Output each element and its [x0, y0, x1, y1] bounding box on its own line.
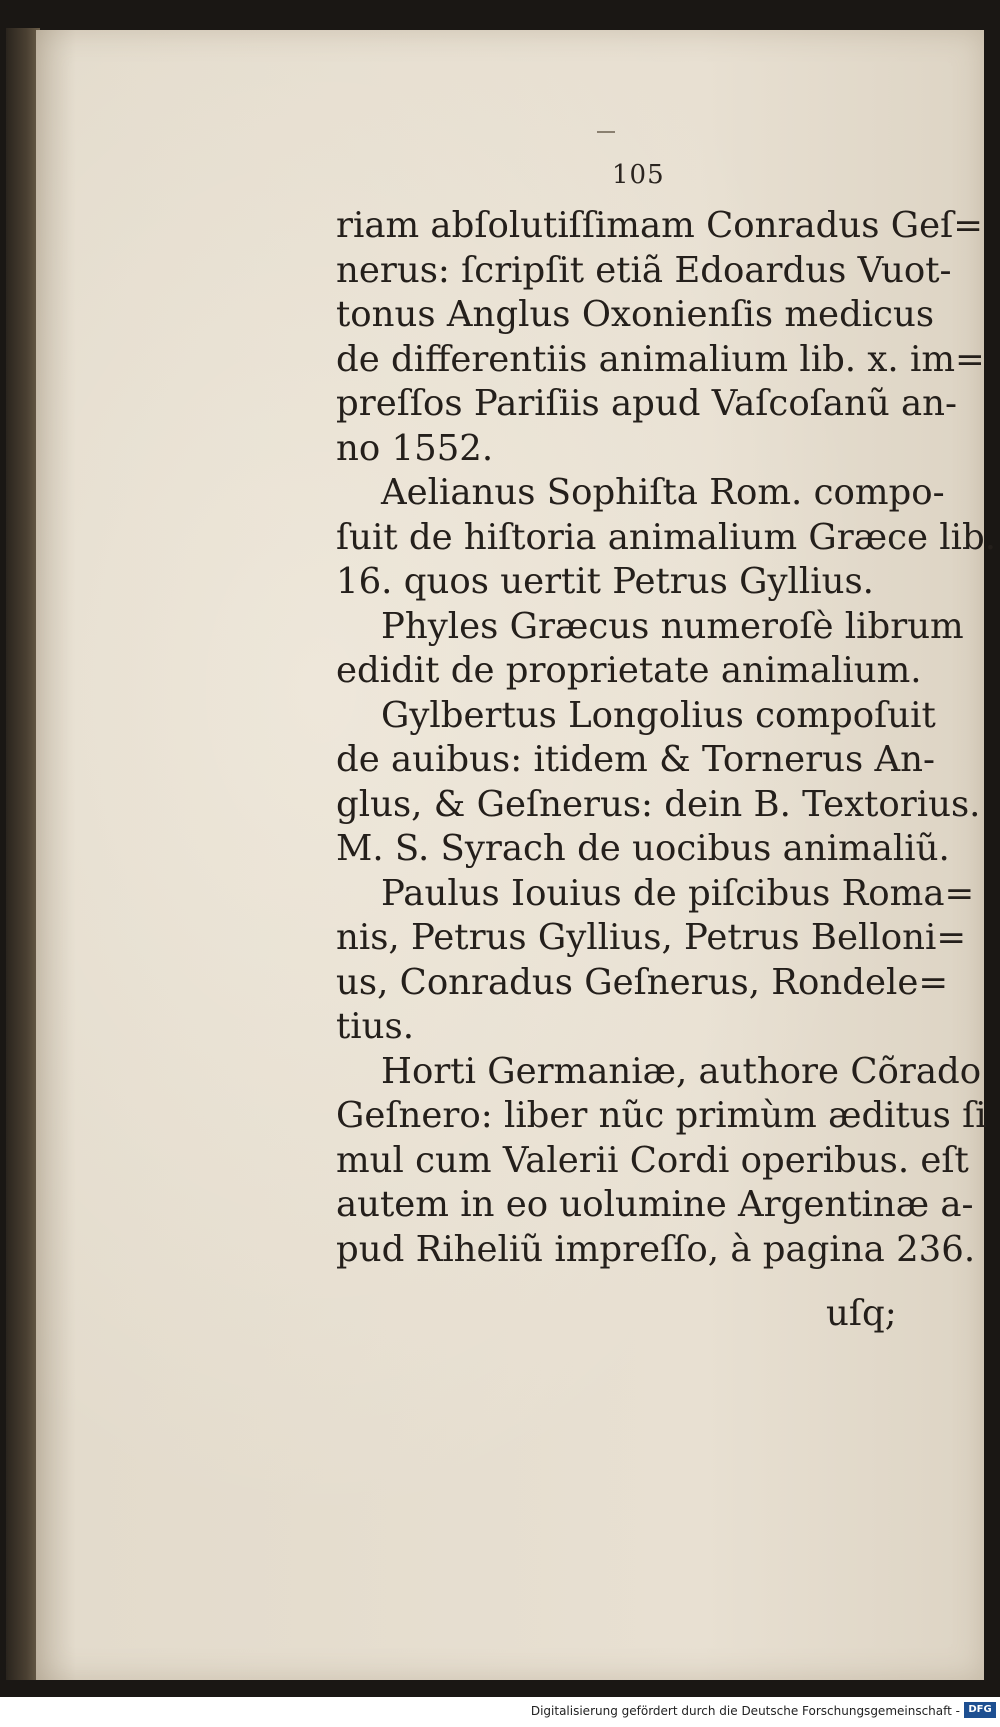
text-line: Paulus Iouius de piſcibus Roma=	[381, 872, 975, 914]
text-line: mul cum Valerii Cordi operibus. eſt	[336, 1139, 969, 1181]
text-line: Phyles Græcus numeroſè librum	[381, 605, 964, 647]
text-line: M. S. Syrach de uocibus animaliũ.	[336, 828, 950, 869]
text-line: Geſnero: liber nũc primùm æditus ſi	[336, 1095, 987, 1136]
text-line: glus, & Geſnerus: dein B. Textorius.	[336, 783, 981, 825]
text-line: no 1552.	[336, 427, 494, 469]
text-line: ſuit de hiſtoria animalium Græce lib.	[336, 516, 997, 558]
text-line: de auibus: itidem & Tornerus An-	[336, 739, 935, 780]
book-spine	[6, 28, 40, 1680]
text-line: autem in eo uolumine Argentinæ a-	[336, 1184, 974, 1225]
text-line: 16. quos uertit Petrus Gyllius.	[336, 561, 874, 602]
digitization-credit: Digitalisierung gefördert durch die Deutsche Forschungsgemeinschaft -	[530, 1704, 960, 1718]
text-line: riam abſolutiſſimam Conradus Geſ=	[336, 205, 983, 246]
text-line: pud Riheliũ impreſſo, à pagina 236.	[336, 1228, 976, 1270]
text-line: nerus: ſcripſit etiã Edoardus Vuot-	[336, 249, 952, 291]
text-line: preſſos Pariſiis apud Vaſcoſanũ an-	[336, 383, 958, 424]
page-number: 105	[612, 160, 665, 190]
text-line: edidit de proprietate animalium.	[336, 650, 922, 691]
dfg-logo[interactable]: DFG	[964, 1702, 996, 1718]
text-block	[336, 204, 997, 1272]
text-line: nis, Petrus Gyllius, Petrus Belloni=	[336, 917, 967, 958]
text-line: de differentiis animalium lib. x. im=	[336, 338, 985, 380]
text-line: tius.	[336, 1006, 414, 1047]
text-line: tonus Anglus Oxonienſis medicus	[336, 294, 935, 335]
text-line: Horti Germaniæ, authore Cõrado	[381, 1050, 982, 1092]
catchword: uſq;	[826, 1293, 897, 1334]
text-line: Gylbertus Longolius compoſuit	[381, 694, 936, 736]
text-line: Aelianus Sophiſta Rom. compo-	[381, 472, 945, 513]
head-rule	[597, 131, 615, 133]
text-line: us, Conradus Geſnerus, Rondele=	[336, 961, 949, 1003]
